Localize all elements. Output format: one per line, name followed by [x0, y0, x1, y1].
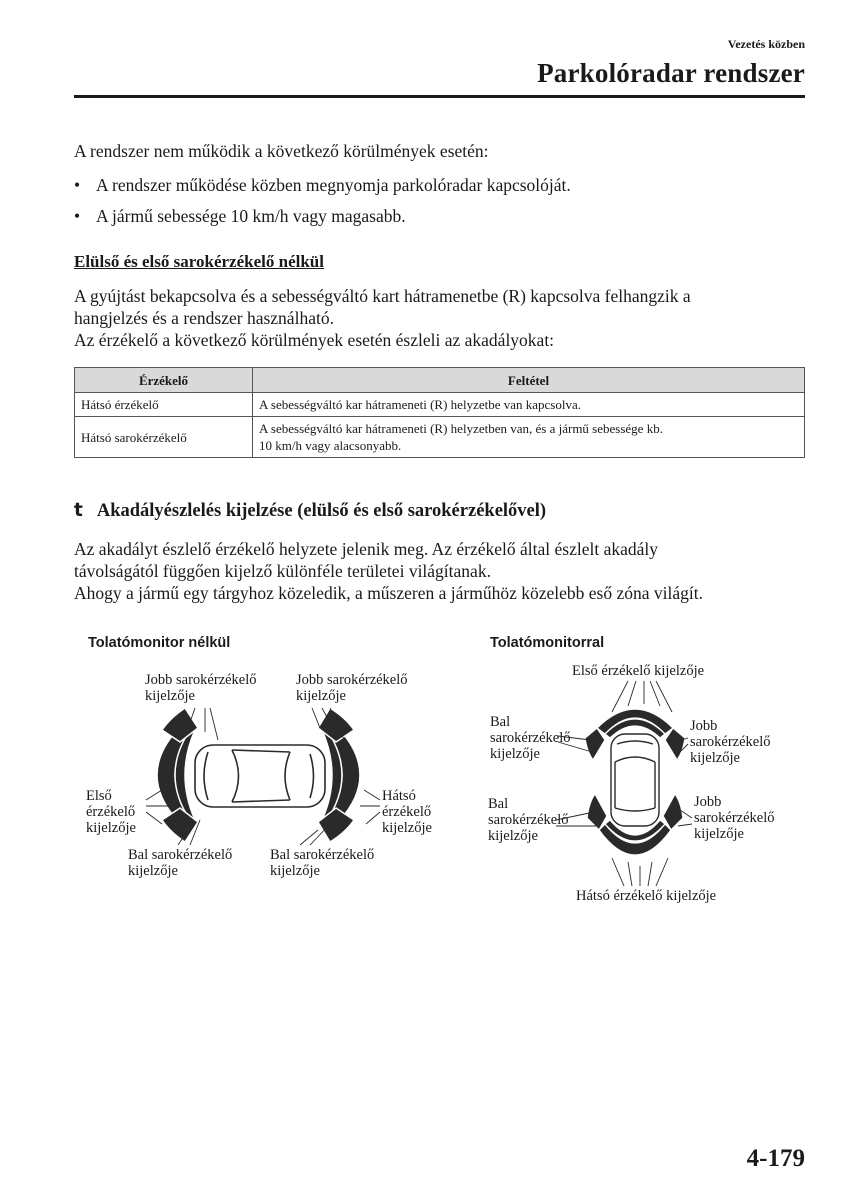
callout-line: kijelzője	[86, 820, 136, 836]
callout-line: Bal sarokérzékelő	[270, 847, 375, 863]
table-cell: Hátsó sarokérzékelő	[75, 417, 253, 458]
callout-line: kijelzője	[490, 746, 540, 762]
section2-line-3: Ahogy a jármű egy tárgyhoz közeledik, a műszeren a járműhöz közelebb eső zóna világít.	[74, 583, 703, 603]
table-cell: Hátsó érzékelő	[75, 393, 253, 417]
callout-line: Bal sarokérzékelő	[128, 847, 233, 863]
section2-heading-text: Akadályészlelés kijelzése (elülső és első sarokérzékelővel)	[96, 501, 547, 521]
callout-line: sarokérzékelő	[490, 730, 571, 746]
section1-line-3: Az érzékelő a következő körülmények esetén észleli az akadályokat:	[74, 330, 555, 350]
cell-line: A sebességváltó kar hátrameneti (R) helyzetben van, és a jármű sebessége kb.	[259, 421, 663, 436]
callout-line: kijelzője	[296, 688, 346, 704]
callout-line: kijelzője	[128, 863, 178, 879]
callout-line: kijelzője	[270, 863, 320, 879]
callout-line: kijelzője	[690, 750, 740, 766]
section1-heading: Elülső és első sarokérzékelő nélkül	[74, 252, 324, 271]
cell-line: 10 km/h vagy alacsonyabb.	[259, 438, 402, 453]
diagram-left-label: Tolatómonitor nélkül	[88, 635, 231, 651]
callout-line: Első	[86, 788, 112, 804]
callout-line: Bal	[490, 714, 511, 730]
callout-line: Hátsó	[382, 788, 416, 804]
chapter-title: Vezetés közben	[727, 37, 805, 51]
diagram-right-label: Tolatómonitorral	[490, 635, 605, 651]
callout-line: Jobb	[690, 718, 718, 734]
callout-line: kijelzője	[145, 688, 195, 704]
callout-line: Jobb sarokérzékelő	[296, 672, 408, 688]
section1-line-1: A gyújtást bekapcsolva és a sebességváltó kart hátramenetbe (R) kapcsolva felhangzik a	[74, 286, 691, 306]
page-number: 4-179	[746, 1145, 805, 1172]
intro-lead: A rendszer nem működik a következő körülmények esetén:	[74, 141, 489, 161]
bullet-text: A jármű sebessége 10 km/h vagy magasabb.	[96, 206, 406, 226]
callout-line: Jobb	[694, 794, 722, 810]
section2-line-2: távolságától függően kijelző különféle területei világítanak.	[74, 561, 491, 581]
table-cell: A sebességváltó kar hátrameneti (R) helyzetbe van kapcsolva.	[253, 393, 805, 417]
page-title: Parkolóradar rendszer	[537, 58, 805, 88]
bullet-icon: •	[74, 206, 81, 226]
callout-line: kijelzője	[382, 820, 432, 836]
callout-rear: Hátsó érzékelő kijelzője	[576, 888, 717, 904]
callout-line: Bal	[488, 796, 509, 812]
callout-line: érzékelő	[382, 804, 432, 820]
callout-line: sarokérzékelő	[690, 734, 771, 750]
callout-line: érzékelő	[86, 804, 136, 820]
callout-line: sarokérzékelő	[694, 810, 775, 826]
bullet-icon: •	[74, 175, 81, 195]
callout-front: Első érzékelő kijelzője	[572, 663, 705, 679]
section2-line-1: Az akadályt észlelő érzékelő helyzete jelenik meg. Az érzékelő által észlelt akadály	[74, 539, 659, 559]
callout-line: sarokérzékelő	[488, 812, 569, 828]
callout-line: kijelzője	[488, 828, 538, 844]
section-marker-icon: t	[74, 500, 83, 521]
bullet-text: A rendszer működése közben megnyomja parkolóradar kapcsolóját.	[96, 175, 571, 195]
table-header-condition: Feltétel	[253, 368, 805, 393]
section1-line-2: hangjelzés és a rendszer használható.	[74, 308, 334, 328]
callout-line: Jobb sarokérzékelő	[145, 672, 257, 688]
callout-line: kijelzője	[694, 826, 744, 842]
table-header-sensor: Érzékelő	[75, 368, 253, 393]
